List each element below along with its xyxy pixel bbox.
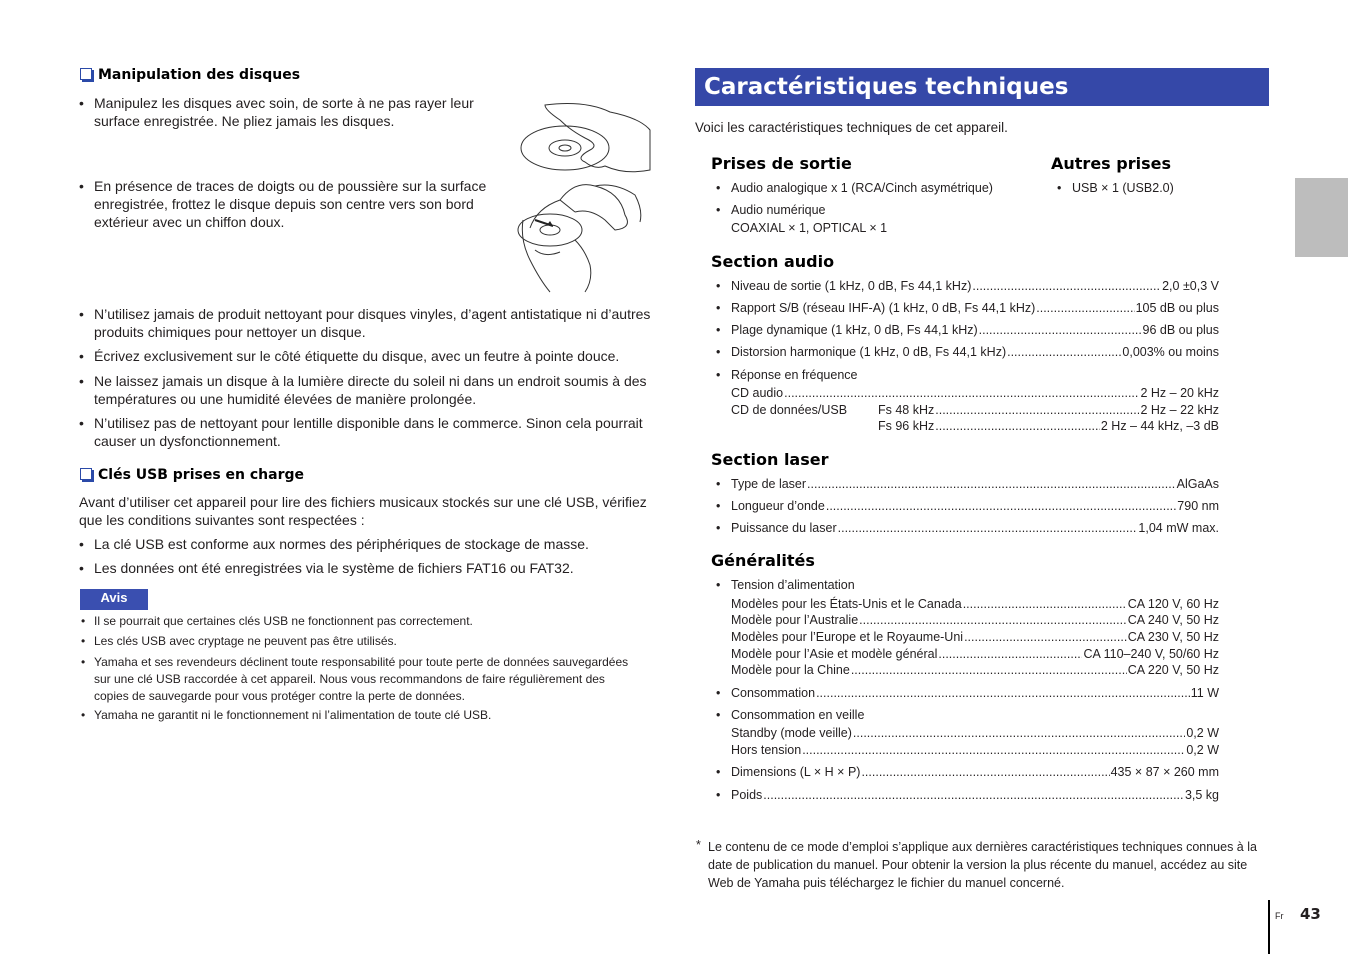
- footnote: Le contenu de ce mode d’emploi s’applique aux dernières caractéristiques techniques connues à la date de publication du manuel. Pour obtenir la version la plus récente du manuel, accédez au site Web de Yamaha puis téléchargez le fichier du manuel concerné.: [708, 840, 1257, 890]
- spec-text: Réponse en fréquence: [731, 368, 858, 382]
- spec-row: Type de laser ..... AlGaAs: [731, 476, 1219, 493]
- spec-text: Tension d’alimentation: [731, 578, 855, 592]
- spec-text: Consommation en veille: [731, 708, 865, 722]
- bullet: •: [1057, 181, 1062, 195]
- spec-row: Puissance du laser ..... 1,04 mW max.: [731, 520, 1219, 537]
- section-heading-disc-handling: Manipulation des disques: [80, 67, 300, 83]
- spec-row: Dimensions (L × H × P) ..... 435 × 87 × 260 mm: [731, 764, 1219, 781]
- spec-text: CD de données/USB: [731, 403, 848, 417]
- page-title: Caractéristiques techniques: [695, 68, 1269, 106]
- avis-label: Avis: [80, 589, 148, 610]
- heading-general: Généralités: [711, 551, 815, 570]
- language-code: Fr: [1275, 911, 1284, 921]
- spec-row: Plage dynamique (1 kHz, 0 dB, Fs 44,1 kHz) ..... 96 dB ou plus: [731, 322, 1219, 339]
- page-number: 43: [1300, 905, 1321, 923]
- checkbox-icon: [80, 468, 92, 480]
- checkbox-icon: [80, 68, 92, 80]
- bullet: •: [716, 203, 721, 217]
- heading-audio: Section audio: [711, 252, 835, 271]
- spec-text: USB × 1 (USB2.0): [1072, 181, 1174, 195]
- spec-row: Modèles pour les États-Unis et le Canada ..... CA 120 V, 60 Hz: [731, 596, 1219, 613]
- spec-row: Longueur d’onde ..... 790 nm: [731, 498, 1219, 515]
- spec-row: Fs 96 kHz ..... 2 Hz – 44 kHz, –3 dB: [878, 418, 1219, 435]
- spec-row: Modèle pour l’Australie ..... CA 240 V, 50 Hz: [731, 612, 1219, 629]
- disc-handling-illustration: [515, 100, 655, 295]
- spec-text: Audio analogique x 1 (RCA/Cinch asymétrique): [731, 181, 993, 195]
- bullet: •: [716, 521, 721, 535]
- bullet: •: [716, 499, 721, 513]
- bullet: •: [716, 765, 721, 779]
- spec-row: Modèle pour l’Asie et modèle général ..... CA 110–240 V, 50/60 Hz: [731, 646, 1219, 663]
- bullet: •: [716, 477, 721, 491]
- spec-row: Poids ..... 3,5 kg: [731, 787, 1219, 804]
- heading-other-ports: Autres prises: [1051, 154, 1171, 173]
- bullet: •: [716, 788, 721, 802]
- spec-row: Modèles pour l’Europe et le Royaume-Uni ..... CA 230 V, 50 Hz: [731, 629, 1219, 646]
- spec-row: Fs 48 kHz ..... 2 Hz – 22 kHz: [878, 402, 1219, 419]
- spec-row: Hors tension ..... 0,2 W: [731, 742, 1219, 759]
- bullet: •: [716, 301, 721, 315]
- spec-text: Audio numérique: [731, 203, 826, 217]
- side-tab: [1295, 178, 1348, 257]
- bullet: •: [716, 181, 721, 195]
- spec-row: Modèle pour la Chine ..... CA 220 V, 50 Hz: [731, 662, 1219, 679]
- bullet: •: [716, 323, 721, 337]
- spec-row: Distorsion harmonique (1 kHz, 0 dB, Fs 44,1 kHz) ..... 0,003% ou moins: [731, 344, 1219, 361]
- bullet: •: [716, 279, 721, 293]
- spec-row: Standby (mode veille) ..... 0,2 W: [731, 725, 1219, 742]
- heading-outputs: Prises de sortie: [711, 154, 852, 173]
- spec-row: Consommation ..... 11 W: [731, 685, 1219, 702]
- section-heading-usb: Clés USB prises en charge: [80, 467, 304, 483]
- heading-laser: Section laser: [711, 450, 829, 469]
- bullet: •: [716, 368, 721, 382]
- spec-row: Niveau de sortie (1 kHz, 0 dB, Fs 44,1 kHz) ..... 2,0 ±0,3 V: [731, 278, 1219, 295]
- bullet: •: [716, 578, 721, 592]
- spec-text: COAXIAL × 1, OPTICAL × 1: [731, 221, 888, 235]
- spec-row: CD audio ..... 2 Hz – 20 kHz: [731, 385, 1219, 402]
- bullet: •: [716, 708, 721, 722]
- spec-row: Rapport S/B (réseau IHF-A) (1 kHz, 0 dB, Fs 44,1 kHz) ..... 105 dB ou plus: [731, 300, 1219, 317]
- bullet: •: [716, 345, 721, 359]
- usb-intro: Avant d’utiliser cet appareil pour lire des fichiers musicaux stockés sur une clé USB, vérifiez que les conditions suivantes sont respectées :: [79, 494, 647, 528]
- specs-intro: Voici les caractéristiques techniques de cet appareil.: [695, 120, 1008, 135]
- footer-divider: [1268, 900, 1270, 954]
- bullet: •: [716, 686, 721, 700]
- footnote-star: *: [696, 838, 701, 852]
